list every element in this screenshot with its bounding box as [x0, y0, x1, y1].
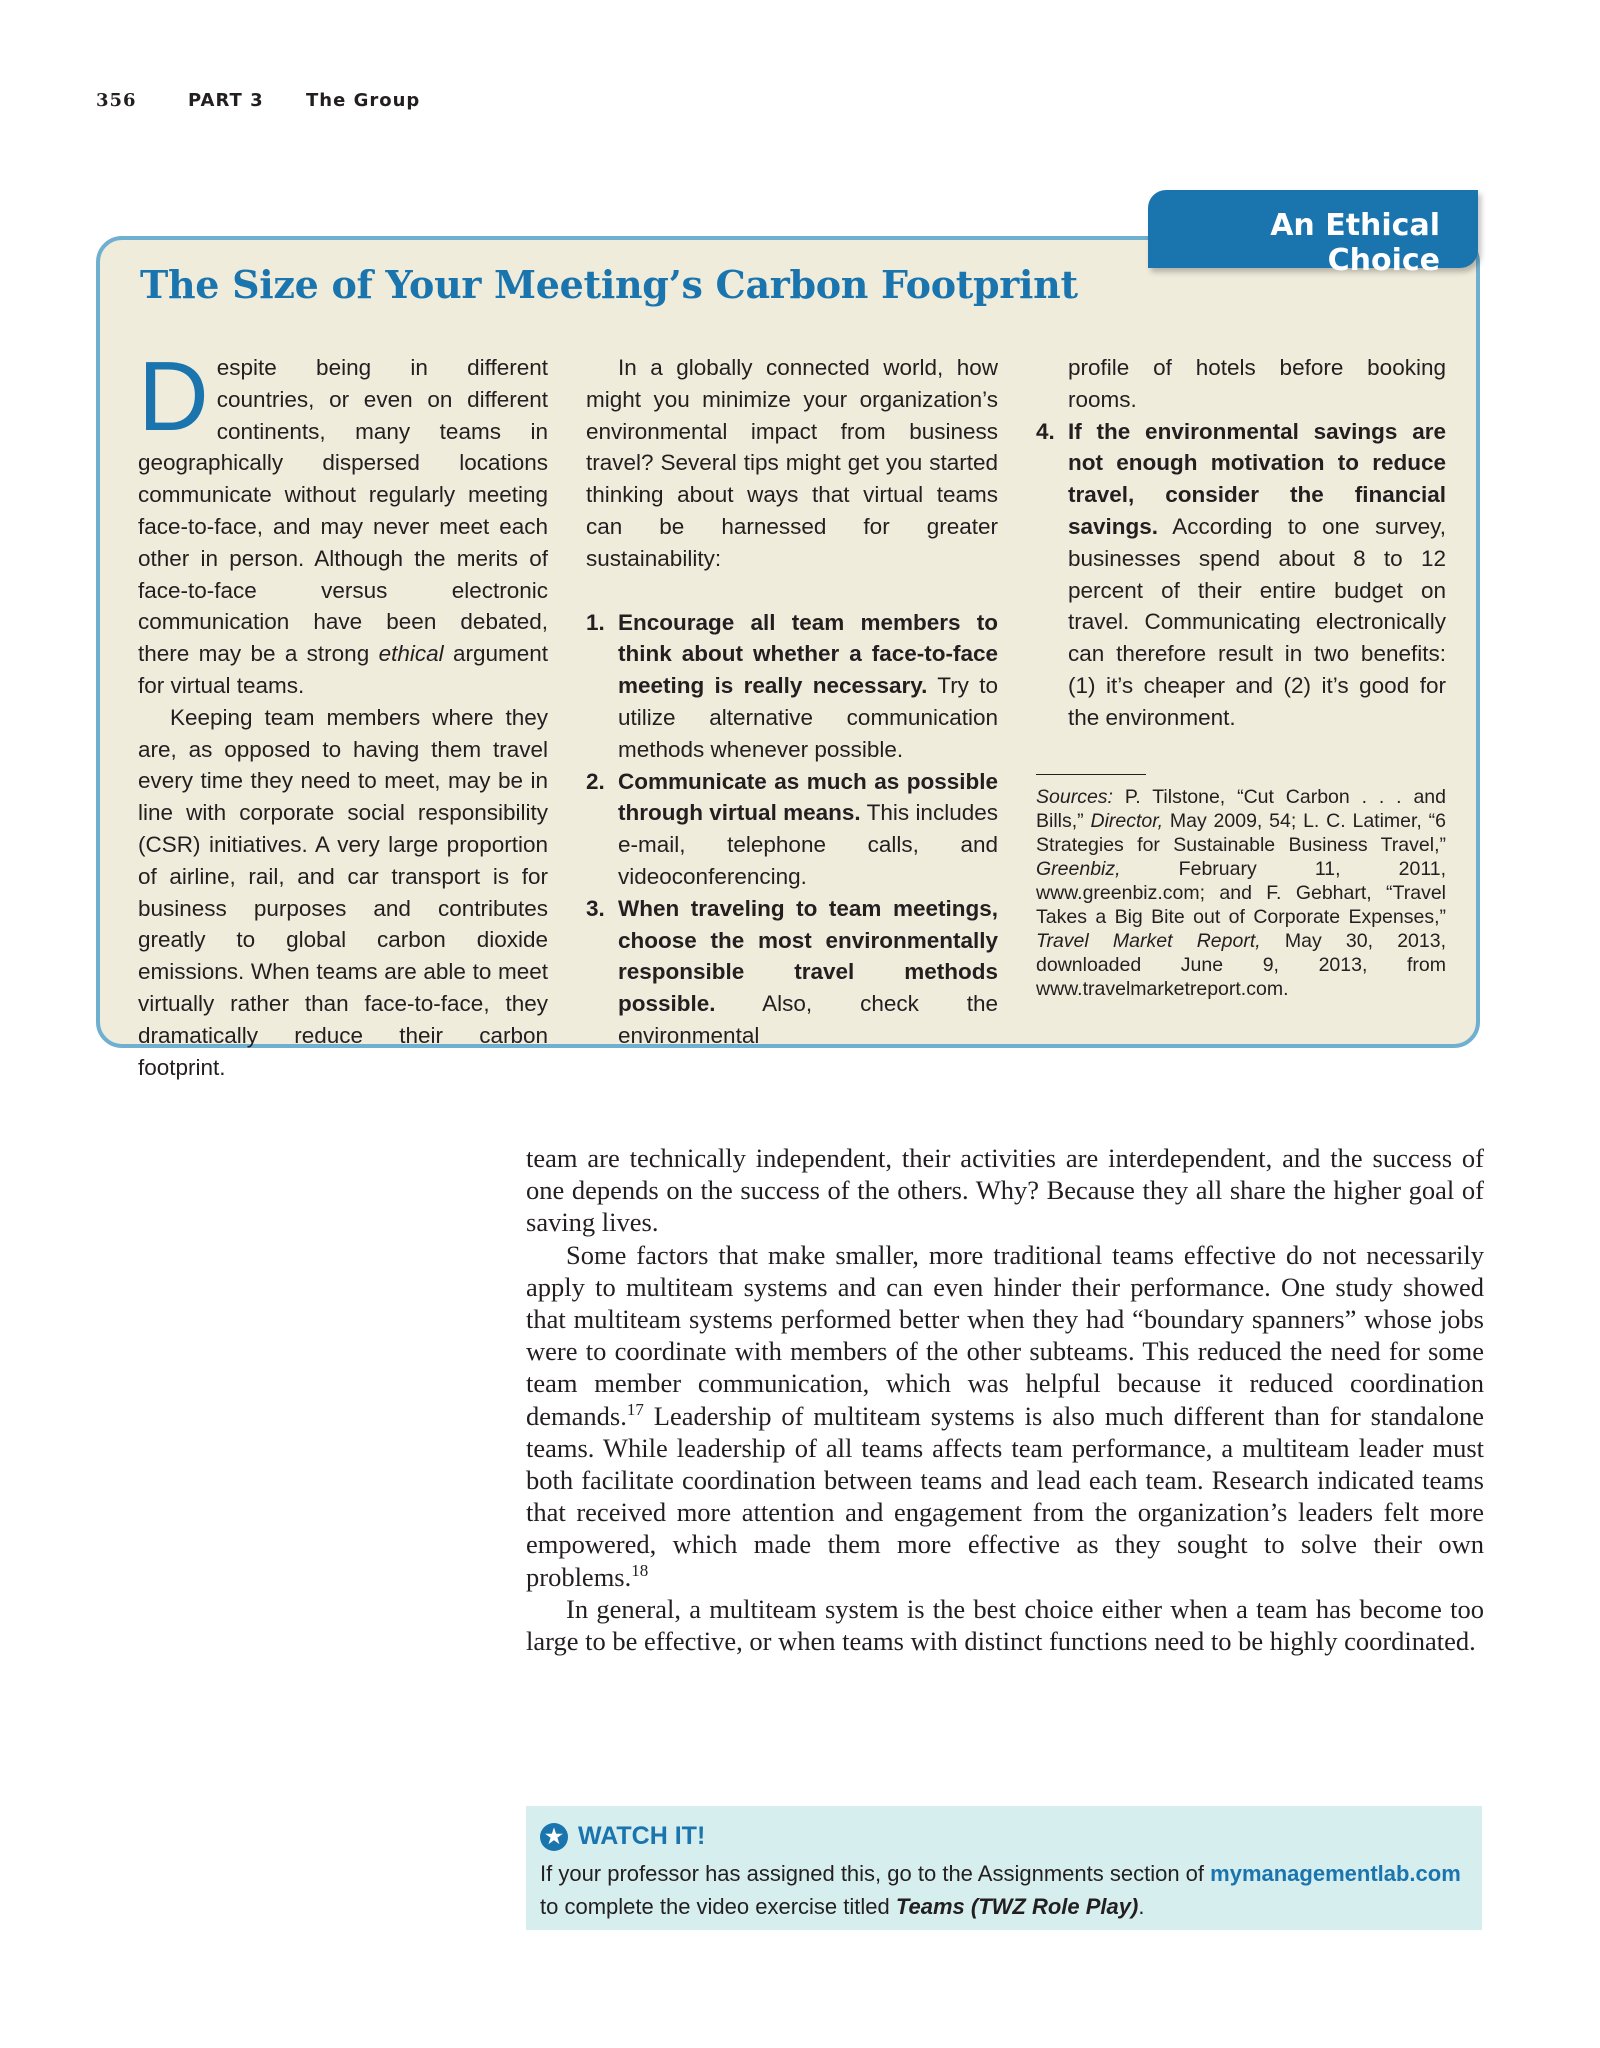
page-number: 356	[96, 90, 137, 111]
mymanagementlab-link[interactable]: mymanagementlab.com	[1210, 1861, 1461, 1886]
tips-list-continued	[1036, 416, 1446, 734]
body-paragraph: team are technically independent, their activities are interdependent, and the success of one depends on the success of the others. Why? Because they all share the higher goal of saving lives.	[526, 1143, 1484, 1238]
box-title: The Size of Your Meeting’s Carbon Footprint	[140, 262, 1078, 307]
sources-note: Sources: P. Tilstone, “Cut Carbon . . . and Bills,” Director, May 2009, 54; L. C. Latimer, “6 Strategies for Sustainable Business Travel,” Greenbiz, February 11, 2011, www.greenbiz.com; and F. Gebhart, “Travel Takes a Big Bite out of Corporate Expenses,” Travel Market Report, May 30, 2013, downloaded June 9, 2013, from www.travelmarketreport.com.	[1036, 785, 1447, 1000]
footnote-ref-17: 17	[626, 1399, 644, 1419]
box-column-3	[1036, 352, 1446, 1001]
section-label: The Group	[306, 90, 421, 111]
watch-it-text: If your professor has assigned this, go to the Assignments section of mymanagementlab.com to complete the video exercise titled Teams (TWZ Role Play).	[540, 1861, 1461, 1919]
body-paragraph: Some factors that make smaller, more traditional teams effective do not necessarily apply to multiteam systems and can even hinder their performance. One study showed that multiteam systems performed better when they had “boundary spanners” whose jobs were to coordinate with members of the other subteams. This reduced the need for some team member communication, which was helpful because it reduced coordination demands.$^{17}$ Leadership of multiteam systems is also much different than for standalone teams. While leadership of all teams affects team performance, a multiteam leader must both facilitate coordination between teams and lead each team. Research indicated teams that received more attention and engagement from the organization’s leaders felt more empowered, which made them more effective as they sought to solve their own problems.$^{18}$	[526, 1239, 1484, 1592]
main-body-text	[526, 1142, 1484, 1657]
box-column-2	[586, 352, 998, 1052]
video-title: Teams (TWZ Role Play)	[895, 1894, 1139, 1919]
star-circle-icon: ★	[540, 1823, 568, 1851]
running-head	[96, 90, 420, 111]
box-paragraph-1: Despite being in different countries, or even on different continents, many teams in geographically dispersed locations communicate without regularly meeting face-to-face, and may never meet each other in person. Although the merits of face-to-face versus electronic communication have been debated, there may be a strong ethical argument for virtual teams.	[138, 341, 549, 698]
tip-item: 3. When traveling to team meetings, choose the most environmentally responsible travel methods possible. Also, check the environmental	[586, 895, 998, 1048]
tips-intro: In a globally connected world, how might you minimize your organization’s environmental impact from business travel? Several tips might get you started thinking about ways that virtual teams can be harnessed for greater sustainability:	[586, 355, 998, 571]
ethical-choice-tab: An Ethical Choice	[1148, 190, 1478, 268]
box-column-1	[138, 341, 549, 1083]
part-label: PART 3	[188, 90, 264, 111]
tip-item: 2. Communicate as much as possible through virtual means. This includes e-mail, telephone calls, and videoconferencing.	[586, 768, 998, 889]
tip-item: 4. If the environmental savings are not enough motivation to reduce travel, consider the financial savings. According to one survey, businesses spend about 8 to 12 percent of their entire budget on travel. Communicating electronically can therefore result in two benefits: (1) it’s cheaper and (2) it’s good for the environment.	[1036, 418, 1446, 730]
tip-item: 1. Encourage all team members to think about whether a face-to-face meeting is really necessary. Try to utilize alternative communication methods whenever possible.	[586, 609, 998, 762]
tips-list	[586, 607, 998, 1052]
body-paragraph: In general, a multiteam system is the best choice either when a team has become too large to be effective, or when teams with distinct functions need to be highly coordinated.	[526, 1593, 1484, 1657]
sources-rule	[1036, 774, 1146, 775]
watch-it-box	[526, 1806, 1482, 1930]
drop-cap: D	[138, 341, 209, 451]
box-paragraph-2: Keeping team members where they are, as opposed to having them travel every time they need to meet, may be in line with corporate social responsibility (CSR) initiatives. A very large proportion of airline, rail, and car transport is for business purposes and contributes greatly to global carbon dioxide emissions. When teams are able to meet virtually rather than face-to-face, they dramatically reduce their carbon footprint.	[138, 704, 548, 1080]
footnote-ref-18: 18	[631, 1560, 649, 1580]
tip-3-continued: profile of hotels before booking rooms.	[1068, 355, 1446, 412]
watch-it-heading: ★ WATCH IT!	[540, 1822, 1468, 1851]
